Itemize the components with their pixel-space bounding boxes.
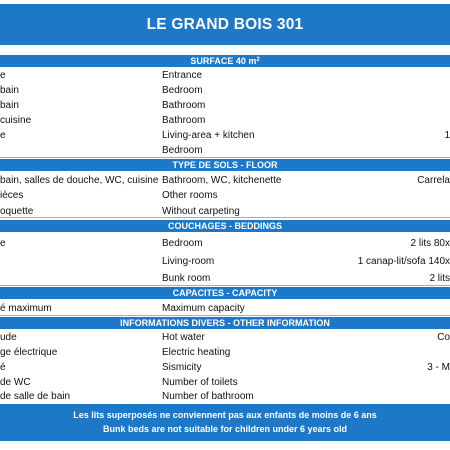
other-row: [0, 376, 450, 391]
surface-fr: cuisine: [0, 115, 32, 126]
floor-row: [0, 173, 450, 188]
document-title: LE GRAND BOIS 301: [0, 4, 450, 45]
other-row: [0, 391, 450, 404]
surface-fr: bain: [0, 100, 19, 111]
beddings-val: 1 canap-lit/sofa 140x: [357, 256, 450, 267]
other-row: [0, 331, 450, 346]
surface-en: Entrance: [162, 70, 203, 81]
surface-header: [0, 55, 450, 67]
other-fr: é: [0, 362, 6, 373]
other-en: Hot water: [162, 332, 205, 343]
other-fr: ude: [0, 332, 17, 343]
surface-header-text: SURFACE 40 m: [190, 56, 257, 66]
surface-fr: e: [0, 70, 6, 81]
capacity-row: [0, 301, 450, 316]
floor-row: [0, 188, 450, 203]
floor-en: Without carpeting: [162, 206, 240, 217]
other-en: Electric heating: [162, 347, 231, 358]
other-en: Sismicity: [162, 362, 202, 373]
beddings-en: Bedroom: [162, 238, 203, 249]
beddings-row: [0, 271, 450, 286]
beddings-val: 2 lits: [429, 273, 450, 284]
surface-row: [0, 69, 450, 84]
surface-en: Bathroom: [162, 115, 206, 126]
surface-en: Bedroom: [162, 85, 203, 96]
notice-en: Bunk beds are not suitable for children under 6 years old: [102, 423, 348, 434]
bunk-bed-notice: [0, 404, 450, 441]
surface-row: [0, 129, 450, 144]
other-fr: ge électrique: [0, 347, 58, 358]
floor-row: [0, 203, 450, 218]
surface-row: [0, 99, 450, 114]
beddings-en: Living-room: [162, 256, 215, 267]
surface-row: [0, 114, 450, 129]
floor-fr: ièces: [0, 190, 24, 201]
surface-header-sup: 2: [256, 57, 260, 63]
floor-en: Bathroom, WC, kitchenette: [162, 175, 282, 186]
floor-val: Carrela: [417, 175, 450, 186]
beddings-row: [0, 234, 450, 254]
other-en: Number of bathroom: [162, 391, 254, 402]
floor-fr: oquette: [0, 206, 34, 217]
other-fr: de WC: [0, 377, 31, 388]
other-val: 3 - M: [427, 362, 450, 373]
surface-fr: e: [0, 130, 6, 141]
other-header: INFORMATIONS DIVERS - OTHER INFORMATION: [0, 317, 450, 329]
surface-en: Living-area + kitchen: [162, 130, 255, 141]
capacity-header: CAPACITES - CAPACITY: [0, 287, 450, 299]
beddings-header: COUCHAGES - BEDDINGS: [0, 220, 450, 232]
other-val: Co: [437, 332, 450, 343]
other-row: [0, 346, 450, 361]
notice-fr: Les lits superposés ne conviennent pas aux enfants de moins de 6 ans: [73, 410, 377, 420]
other-en: Number of toilets: [162, 377, 238, 388]
surface-row: [0, 144, 450, 158]
surface-fr: bain: [0, 85, 19, 96]
floor-header: TYPE DE SOLS - FLOOR: [0, 159, 450, 171]
beddings-val: 2 lits 80x: [410, 238, 450, 249]
beddings-fr: e: [0, 238, 6, 249]
beddings-row: [0, 254, 450, 271]
beddings-en: Bunk room: [162, 273, 211, 284]
floor-fr: bain, salles de douche, WC, cuisine: [0, 175, 159, 186]
floor-en: Other rooms: [162, 190, 218, 201]
surface-row: [0, 84, 450, 99]
surface-val: 1: [444, 130, 450, 141]
surface-en: Bathroom: [162, 100, 206, 111]
surface-en: Bedroom: [162, 145, 203, 156]
capacity-en: Maximum capacity: [162, 303, 245, 314]
other-fr: de salle de bain: [0, 391, 71, 402]
capacity-fr: é maximum: [0, 303, 52, 314]
other-row: [0, 361, 450, 376]
